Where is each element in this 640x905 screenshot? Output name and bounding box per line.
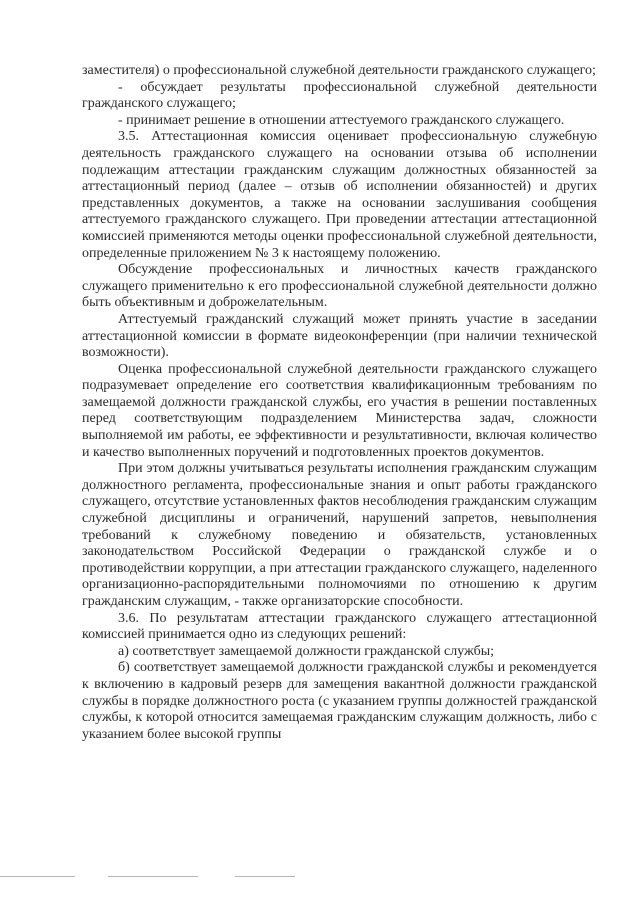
paragraph-section-3-6: 3.6. По результатам аттестации гражданского служащего аттестационной комиссией принимается одно из следующих решений:	[82, 610, 597, 643]
scan-edge-line	[0, 876, 75, 877]
paragraph-section-3-5: 3.5. Аттестационная комиссия оценивает профессиональную служебную деятельность гражданского служащего на основании отзыва об исполнении подлежащим аттестации гражданским служащим должностных обязанностей за аттестационный период (далее – отзыв об исполнении обязанностей) и других представленных документов, а также на основании заслушивания сообщения аттестуемого гражданского служащего. При проведении аттестации аттестационной комиссией применяются методы оценки профессиональной служебной деятельности, определенные приложением № 3 к настоящему положению.	[82, 129, 597, 261]
scan-edge-line	[235, 876, 295, 877]
paragraph-decision-a: а) соответствует замещаемой должности гражданской службы;	[118, 643, 494, 659]
paragraph-considerations: При этом должны учитываться результаты исполнения гражданским служащим должностного регламента, профессиональные знания и опыт работы гражданского служащего, отсутствие установленных фактов несоблюдения гражданским служащим служебной дисциплины и ограничений, нарушений запретов, невыполнения требований к служебному поведению и обязательств, установленных законодательством Российской Федерации о гражданской службе и о противодействии коррупции, а при аттестации гражданского служащего, наделенного организационно-распорядительными полномочиями по отношению к другим гражданским служащим, - также организаторские способности.	[82, 461, 597, 609]
paragraph-list-item-discuss: - обсуждает результаты профессиональной служебной деятельности гражданского служащего;	[82, 79, 597, 112]
paragraph-list-item-decision: - принимает решение в отношении аттестуемого гражданского служащего.	[118, 112, 565, 128]
paragraph-continuation: заместителя) о профессиональной служебной деятельности гражданского служащего;	[82, 63, 596, 78]
scan-edge-line	[108, 876, 198, 877]
paragraph-videoconference: Аттестуемый гражданский служащий может принять участие в заседании аттестационной комиссии в формате видеоконференции (при наличии технической возможности).	[82, 311, 597, 361]
paragraph-decision-b: б) соответствует замещаемой должности гражданской службы и рекомендуется к включению в кадровый резерв для замещения вакантной должности гражданской службы в порядке должностного роста (с указанием группы должностей гражданской службы, к которой относится замещаемая гражданским служащим должность, либо с указанием более высокой группы	[82, 660, 597, 742]
paragraph-assessment: Оценка профессиональной служебной деятельности гражданского служащего подразумевает определение его соответствия квалификационным требованиям по замещаемой должности гражданской службы, его участия в решении поставленных перед соответствующим подразделением Министерства задач, сложности выполняемой им работы, ее эффективности и результативности, включая количество и качество выполненных поручений и подготовленных проектов документов.	[82, 361, 597, 460]
paragraph-discussion: Обсуждение профессиональных и личностных качеств гражданского служащего применительно к его профессиональной служебной деятельности должно быть объективным и доброжелательным.	[82, 262, 597, 311]
